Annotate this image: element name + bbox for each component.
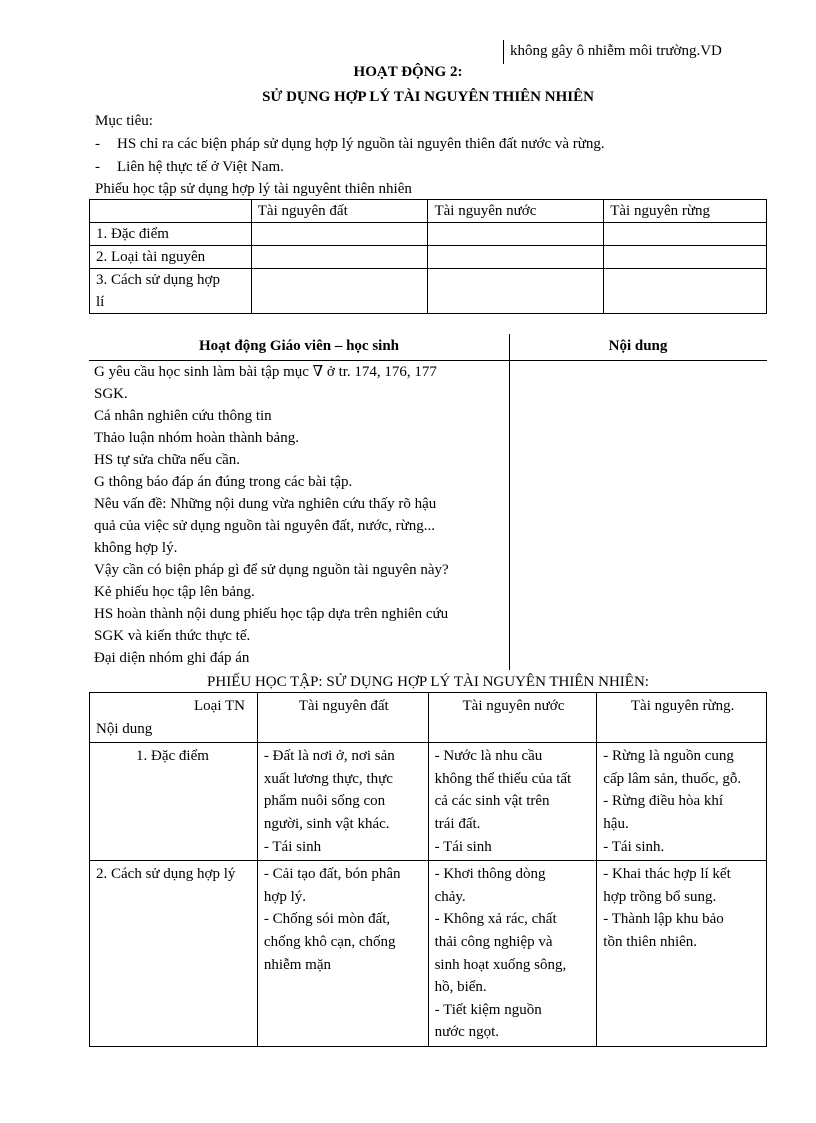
activity-line: Kẻ phiếu học tập lên bảng. <box>94 584 255 600</box>
activity-table-header <box>89 334 767 361</box>
cell-line: chống khô cạn, chống <box>263 933 396 950</box>
cell-line: - Khai thác hợp lí kết <box>603 866 731 883</box>
worksheet-label: Phiếu học tập sử dụng hợp lý tài nguyênt thiên nhiên <box>95 181 412 197</box>
corner-cell <box>90 693 258 743</box>
activity-line: HS hoàn thành nội dung phiếu học tập dựa trên nghiên cứu <box>94 606 449 622</box>
table1-empty-cell <box>428 246 604 269</box>
cell-line: tồn thiên nhiên. <box>603 933 698 950</box>
table1-empty-cell <box>604 223 767 246</box>
col-header-water: Tài nguyên nước <box>428 693 597 743</box>
row-label-text: 2. Cách sử dụng hợp lý <box>96 866 236 883</box>
row-label-text: 1. Đặc điểm <box>136 748 209 765</box>
activity-steps <box>94 361 504 669</box>
cell-line: hồ, biển. <box>434 979 487 996</box>
table1-empty-cell <box>428 269 604 314</box>
cell-forest-features <box>597 743 767 861</box>
table1-empty-cell <box>251 246 428 269</box>
table1-empty-cell <box>251 223 428 246</box>
cell-line: không thể thiếu của tất <box>434 770 572 787</box>
activity-line: Thảo luận nhóm hoàn thành bảng. <box>94 430 299 446</box>
table1-empty-cell <box>604 246 767 269</box>
column-divider <box>509 334 510 670</box>
cell-line: chảy. <box>434 888 466 905</box>
activity-line: Nêu vấn đề: Những nội dung vừa nghiên cứu thấy rõ hậu <box>94 496 437 512</box>
cell-line: hậu. <box>603 815 629 832</box>
cell-line: hợp lý. <box>263 888 307 905</box>
cell-line: - Thành lập khu bảo <box>603 911 724 928</box>
cell-line: - Khơi thông dòng <box>434 866 546 883</box>
table1-header-cell: Tài nguyên nước <box>428 200 604 223</box>
cell-line: - Nước là nhu cầu <box>434 748 543 765</box>
table1-row-label: 2. Loại tài nguyên <box>90 246 252 269</box>
worksheet-table-blank <box>89 199 767 314</box>
teacher-student-header: Hoạt động Giáo viên – học sinh <box>198 338 400 354</box>
col-header-forest: Tài nguyên rừng. <box>597 693 767 743</box>
activity-line: G yêu cầu học sinh làm bài tập mục ∇ ở tr. 174, 176, 177 <box>94 364 437 380</box>
activity-line: không hợp lý. <box>94 540 178 556</box>
corner-bottom: Nội dung <box>96 720 153 737</box>
objectives-label: Mục tiêu: <box>95 113 153 129</box>
table1-empty-cell <box>251 269 428 314</box>
table1-row-label-line: 3. Cách sử dụng hợp <box>96 272 220 288</box>
cell-land-features <box>257 743 428 861</box>
row-label <box>90 861 258 1047</box>
cell-line: - Không xả rác, chất <box>434 911 557 928</box>
table1-header-cell: Tài nguyên đất <box>251 200 428 223</box>
corner-top: Loại TN <box>194 698 245 714</box>
cell-line: - Rừng điều hòa khí <box>603 793 724 810</box>
cell-land-usage <box>257 861 428 1047</box>
cell-line: nhiễm mặn <box>263 956 331 973</box>
table1-empty-cell <box>428 223 604 246</box>
cell-line: - Cải tạo đất, bón phân <box>263 866 401 883</box>
table1-header-cell <box>90 200 252 223</box>
activity-subtitle: SỬ DỤNG HỢP LÝ TÀI NGUYÊN THIÊN NHIÊN <box>262 89 594 105</box>
table1-empty-cell <box>604 269 767 314</box>
activity-table <box>89 334 767 672</box>
activity-line: HS tự sửa chữa nếu cần. <box>94 452 241 468</box>
cell-line: xuất lương thực, thực <box>263 770 393 787</box>
cell-line: thải công nghiệp và <box>434 933 553 950</box>
cell-line: - Tiết kiệm nguồn <box>434 1001 542 1018</box>
activity-title: HOẠT ĐỘNG 2: <box>353 64 463 80</box>
cell-line: - Rừng là nguồn cung <box>603 748 734 765</box>
col-header-land: Tài nguyên đất <box>257 693 428 743</box>
cell-line: - Tái sinh. <box>603 838 665 855</box>
activity-line: Vậy cần có biện pháp gì để sử dụng nguồn tài nguyên này? <box>94 562 449 578</box>
activity-line: G thông báo đáp án đúng trong các bài tập. <box>94 474 353 490</box>
activity-line: SGK và kiến thức thực tế. <box>94 628 251 644</box>
cell-water-usage <box>428 861 597 1047</box>
objective-item: - Liên hệ thực tế ở Việt Nam. <box>95 159 284 175</box>
cell-line: phẩm nuôi sống con <box>263 793 386 810</box>
table1-row-label: 1. Đặc điểm <box>90 223 252 246</box>
cell-line: cả các sinh vật trên <box>434 793 550 810</box>
cell-line: - Đất là nơi ở, nơi sản <box>263 748 395 765</box>
cell-line: cấp lâm sản, thuốc, gỗ. <box>603 770 742 787</box>
cell-line: sinh hoạt xuống sông, <box>434 956 567 973</box>
table1-row-label-line: lí <box>96 294 105 310</box>
cell-line: hợp trồng bổ sung. <box>603 888 717 905</box>
row-label <box>90 743 258 861</box>
objective-item: - HS chỉ ra các biện pháp sử dụng hợp lý nguồn tài nguyên thiên đất nước và rừng. <box>95 136 605 152</box>
activity-line: quả của việc sử dụng nguồn tài nguyên đất, nước, rừng... <box>94 518 435 534</box>
cell-line: - Tái sinh <box>434 838 492 855</box>
cell-line: nước ngọt. <box>434 1024 499 1041</box>
header-note: không gây ô nhiễm môi trường.VD <box>503 40 722 64</box>
worksheet-caption: PHIẾU HỌC TẬP: SỬ DỤNG HỢP LÝ TÀI NGUYÊN THIÊN NHIÊN: <box>207 674 649 690</box>
cell-water-features <box>428 743 597 861</box>
content-header: Nội dung <box>608 338 668 354</box>
cell-line: - Chống sói mòn đất, <box>263 911 391 928</box>
cell-line: người, sinh vật khác. <box>263 815 390 832</box>
cell-forest-usage <box>597 861 767 1047</box>
table1-header-cell: Tài nguyên rừng <box>604 200 767 223</box>
table1-row-label <box>90 269 252 314</box>
activity-line: Đại diện nhóm ghi đáp án <box>94 650 250 666</box>
activity-line: SGK. <box>94 386 128 402</box>
cell-line: - Tái sinh <box>263 838 322 855</box>
activity-line: Cá nhân nghiên cứu thông tin <box>94 408 272 424</box>
worksheet-answer-table <box>89 692 767 1047</box>
cell-line: trái đất. <box>434 815 481 832</box>
